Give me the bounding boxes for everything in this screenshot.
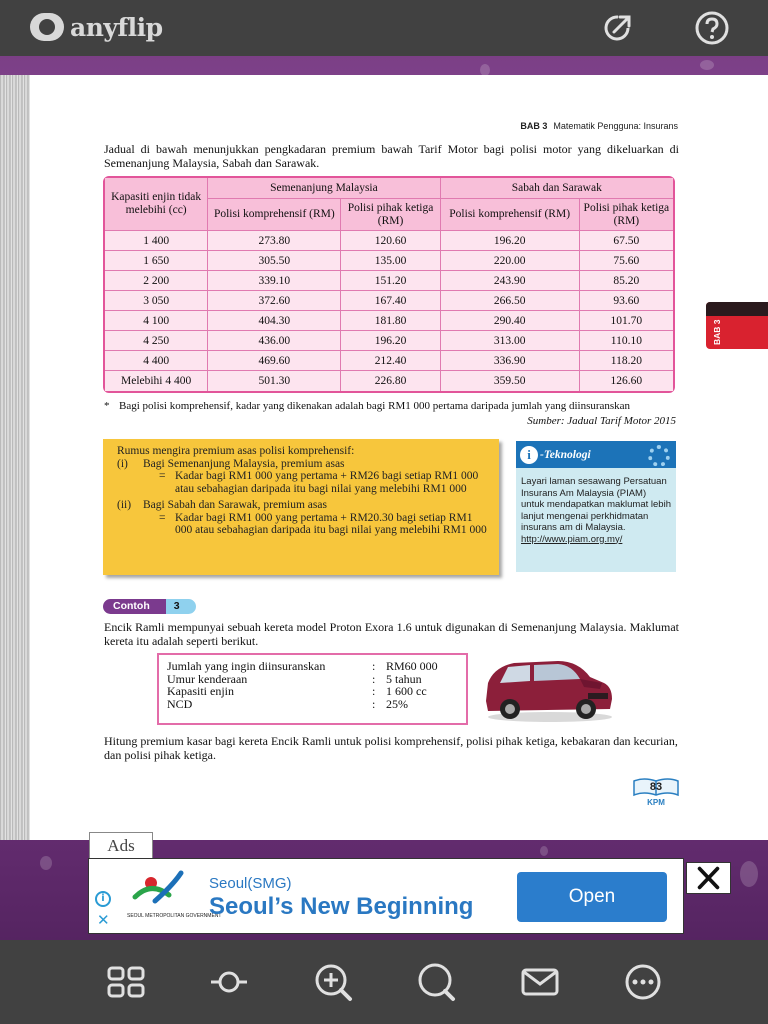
premium-cell: 126.60 [580, 371, 673, 391]
engine-capacity-cell: 2 200 [105, 271, 208, 291]
car-info-label: Jumlah yang ingin diinsuranskan [167, 659, 326, 673]
premium-cell: 120.60 [341, 231, 440, 251]
formula-item-number: (i) [117, 457, 128, 470]
premium-cell: 226.80 [341, 371, 440, 391]
table-row [105, 351, 673, 371]
premium-cell: 436.00 [208, 331, 341, 351]
intro-paragraph: Jadual di bawah menunjukkan pengkadaran premium bawah Tarif Motor bagi polisi motor yang dikeluarkan di Semenanjung Malaysia, Sabah dan Sarawak. [104, 142, 679, 170]
email-icon[interactable] [520, 962, 560, 1002]
engine-capacity-cell: 3 050 [105, 291, 208, 311]
equals-sign: = [159, 511, 166, 524]
help-icon[interactable] [694, 10, 730, 46]
ads-label: Ads [89, 832, 153, 858]
car-info-row [167, 685, 458, 698]
premium-cell: 135.00 [341, 251, 440, 271]
premium-cell: 220.00 [441, 251, 580, 271]
header-third-party: Polisi pihak ketiga (RM) [580, 199, 673, 231]
formula-item [113, 499, 489, 512]
i-teknologi-body [516, 468, 676, 545]
premium-cell: 290.40 [441, 311, 580, 331]
car-info-colon: : [372, 696, 376, 711]
side-tab-stripe [706, 302, 768, 316]
premium-cell: 501.30 [208, 371, 341, 391]
car-info-value: 25% [386, 696, 408, 711]
zoom-in-icon[interactable] [313, 962, 353, 1002]
table-row [105, 251, 673, 271]
example-label: Contoh [103, 599, 170, 614]
table-row [105, 291, 673, 311]
premium-cell: 359.50 [441, 371, 580, 391]
question-paragraph: Hitung premium kasar bagi kereta Encik Ramli untuk polisi komprehensif, polisi pihak ketiga, kebakaran dan kecurian, dan polisi pihak ketiga. [104, 734, 678, 762]
engine-capacity-cell: Melebihi 4 400 [105, 371, 208, 391]
premium-cell: 372.60 [208, 291, 341, 311]
water-drop [740, 861, 758, 887]
header-comprehensive: Polisi komprehensif (RM) [441, 199, 580, 231]
premium-cell: 196.20 [441, 231, 580, 251]
car-info-value: 1 600 cc [386, 684, 427, 698]
engine-capacity-cell: 1 650 [105, 251, 208, 271]
premium-cell: 313.00 [441, 331, 580, 351]
ad-headline: Seoul’s New Beginning [209, 893, 474, 920]
water-drop [700, 60, 714, 70]
ad-open-button[interactable]: Open [517, 872, 667, 922]
engine-capacity-cell: 1 400 [105, 231, 208, 251]
header-sabah-sarawak: Sabah dan Sarawak [441, 178, 673, 199]
header-third-party: Polisi pihak ketiga (RM) [341, 199, 440, 231]
example-paragraph: Encik Ramli mempunyai sebuah kereta model Proton Exora 1.6 untuk digunakan di Semenanjung Malaysia. Maklumat kereta itu adalah seperti berikut. [104, 620, 679, 648]
premium-cell: 196.20 [341, 331, 440, 351]
formula-item-number: (ii) [117, 499, 132, 511]
car-info-row [167, 698, 458, 711]
page-spine [0, 75, 30, 840]
ad-close-icon[interactable] [686, 862, 731, 894]
ad-banner[interactable] [88, 858, 684, 934]
search-icon[interactable] [416, 962, 456, 1002]
formula-item-heading: Bagi Sabah dan Sarawak, premium asas [143, 499, 327, 511]
premium-cell: 181.80 [341, 311, 440, 331]
premium-cell: 243.90 [441, 271, 580, 291]
seoul-government-logo [125, 867, 222, 927]
chapter-topic: Matematik Pengguna: Insurans [553, 121, 678, 131]
chapter-header [520, 121, 678, 131]
premium-cell: 85.20 [580, 271, 673, 291]
car-info-box [157, 653, 468, 725]
chapter-side-tab [706, 302, 768, 349]
car-info-colon: : [372, 659, 376, 673]
premium-cell: 167.40 [341, 291, 440, 311]
i-teknologi-box [516, 441, 676, 572]
engine-capacity-cell: 4 400 [105, 351, 208, 371]
premium-cell: 67.50 [580, 231, 673, 251]
anyflip-logo-icon [30, 13, 64, 41]
formula-equation-text: Kadar bagi RM1 000 yang pertama + RM20.30 bagi setiap RM1 000 atau sebahagian daripada itu bagi nilai yang melebihi RM1 000 [175, 511, 487, 536]
side-tab-label: BAB 3 [712, 319, 722, 345]
premium-cell: 339.10 [208, 271, 341, 291]
car-info-colon: : [372, 684, 376, 698]
car-info-label: Kapasiti enjin [167, 684, 234, 698]
premium-cell: 469.60 [208, 351, 341, 371]
formula-box [103, 439, 499, 575]
premium-cell: 266.50 [441, 291, 580, 311]
example-number: 3 [166, 599, 196, 614]
table-row [105, 231, 673, 251]
table-row [105, 331, 673, 351]
premium-cell: 404.30 [208, 311, 341, 331]
formula-title: Rumus mengira premium asas polisi komprehensif: [117, 445, 355, 457]
premium-cell: 110.10 [580, 331, 673, 351]
car-info-label: NCD [167, 696, 193, 711]
premium-cell: 151.20 [341, 271, 440, 291]
i-teknologi-icon: i [520, 446, 538, 464]
formula-equation-text: Kadar bagi RM1 000 yang pertama + RM26 bagi setiap RM1 000 atau sebahagian daripada itu bagi nilai yang melebihi RM1 000 [175, 470, 479, 495]
car-info-colon: : [372, 671, 376, 686]
example-badge [103, 599, 196, 614]
header-engine-capacity: Kapasiti enjin tidak melebihi (cc) [105, 178, 208, 231]
premium-cell: 305.50 [208, 251, 341, 271]
zoom-out-icon[interactable] [209, 962, 249, 1002]
i-teknologi-text: Layari laman sesawang Persatuan Insurans Am Malaysia (PIAM) untuk mendapatkan maklumat lebih lanjut mengenai perkhidmatan insurans am di Malaysia. [521, 476, 671, 533]
engine-capacity-cell: 4 250 [105, 331, 208, 351]
anyflip-logo[interactable] [30, 10, 163, 44]
share-icon[interactable] [600, 10, 636, 46]
car-info-value: RM60 000 [386, 659, 438, 673]
premium-cell: 101.70 [580, 311, 673, 331]
car-info-row [167, 660, 458, 673]
premium-cell: 336.90 [441, 351, 580, 371]
premium-cell: 118.20 [580, 351, 673, 371]
car-info-label: Umur kenderaan [167, 671, 248, 686]
water-drop [40, 856, 52, 870]
table-body [105, 231, 673, 391]
premium-cell: 273.80 [208, 231, 341, 251]
kpm-label: KPM [647, 798, 665, 807]
book-page[interactable] [0, 75, 768, 840]
more-icon[interactable] [623, 962, 663, 1002]
footnote-text: Bagi polisi komprehensif, kadar yang dikenakan adalah bagi RM1 000 pertama daripada jumlah yang diinsuranskan [119, 400, 631, 412]
engine-capacity-cell: 4 100 [105, 311, 208, 331]
thumbnails-icon[interactable] [106, 962, 146, 1002]
source-citation: Sumber: Jadual Tarif Motor 2015 [527, 415, 676, 427]
footnote [104, 400, 679, 412]
formula-item-heading: Bagi Semenanjung Malaysia, premium asas [143, 457, 345, 470]
formula-equation [113, 470, 489, 495]
chapter-number: BAB 3 [520, 121, 548, 131]
car-image [480, 653, 615, 723]
header-semenanjung: Semenanjung Malaysia [208, 178, 440, 199]
ad-dismiss-icon[interactable]: ✕ [97, 911, 110, 929]
kpm-book-icon [630, 773, 682, 807]
table-row [105, 311, 673, 331]
page-number: 83 [649, 781, 663, 793]
premium-rate-table [103, 176, 675, 393]
gear-icon [648, 445, 670, 467]
formula-item [113, 458, 489, 471]
equals-sign: = [159, 470, 166, 482]
brand-name: anyflip [70, 12, 163, 42]
water-drop [540, 846, 548, 856]
car-info-value: 5 tahun [386, 671, 422, 686]
premium-cell: 212.40 [341, 351, 440, 371]
ad-info-icon[interactable]: i [95, 891, 111, 907]
ad-sponsor: Seoul(SMG) [209, 875, 292, 892]
i-teknologi-title: -Teknologi [540, 448, 591, 461]
seoul-logo-text: SEOUL METROPOLITAN GOVERNMENT [127, 913, 222, 919]
header-comprehensive: Polisi komprehensif (RM) [208, 199, 341, 231]
table-row [105, 371, 673, 391]
premium-cell: 93.60 [580, 291, 673, 311]
table-row [105, 271, 673, 291]
formula-equation [113, 512, 489, 537]
piam-link[interactable]: http://www.piam.org.my/ [521, 533, 623, 545]
footnote-marker: * [104, 400, 110, 412]
premium-cell: 75.60 [580, 251, 673, 271]
bottom-toolbar [0, 940, 768, 1024]
i-teknologi-header [516, 441, 676, 468]
top-toolbar [0, 0, 768, 56]
